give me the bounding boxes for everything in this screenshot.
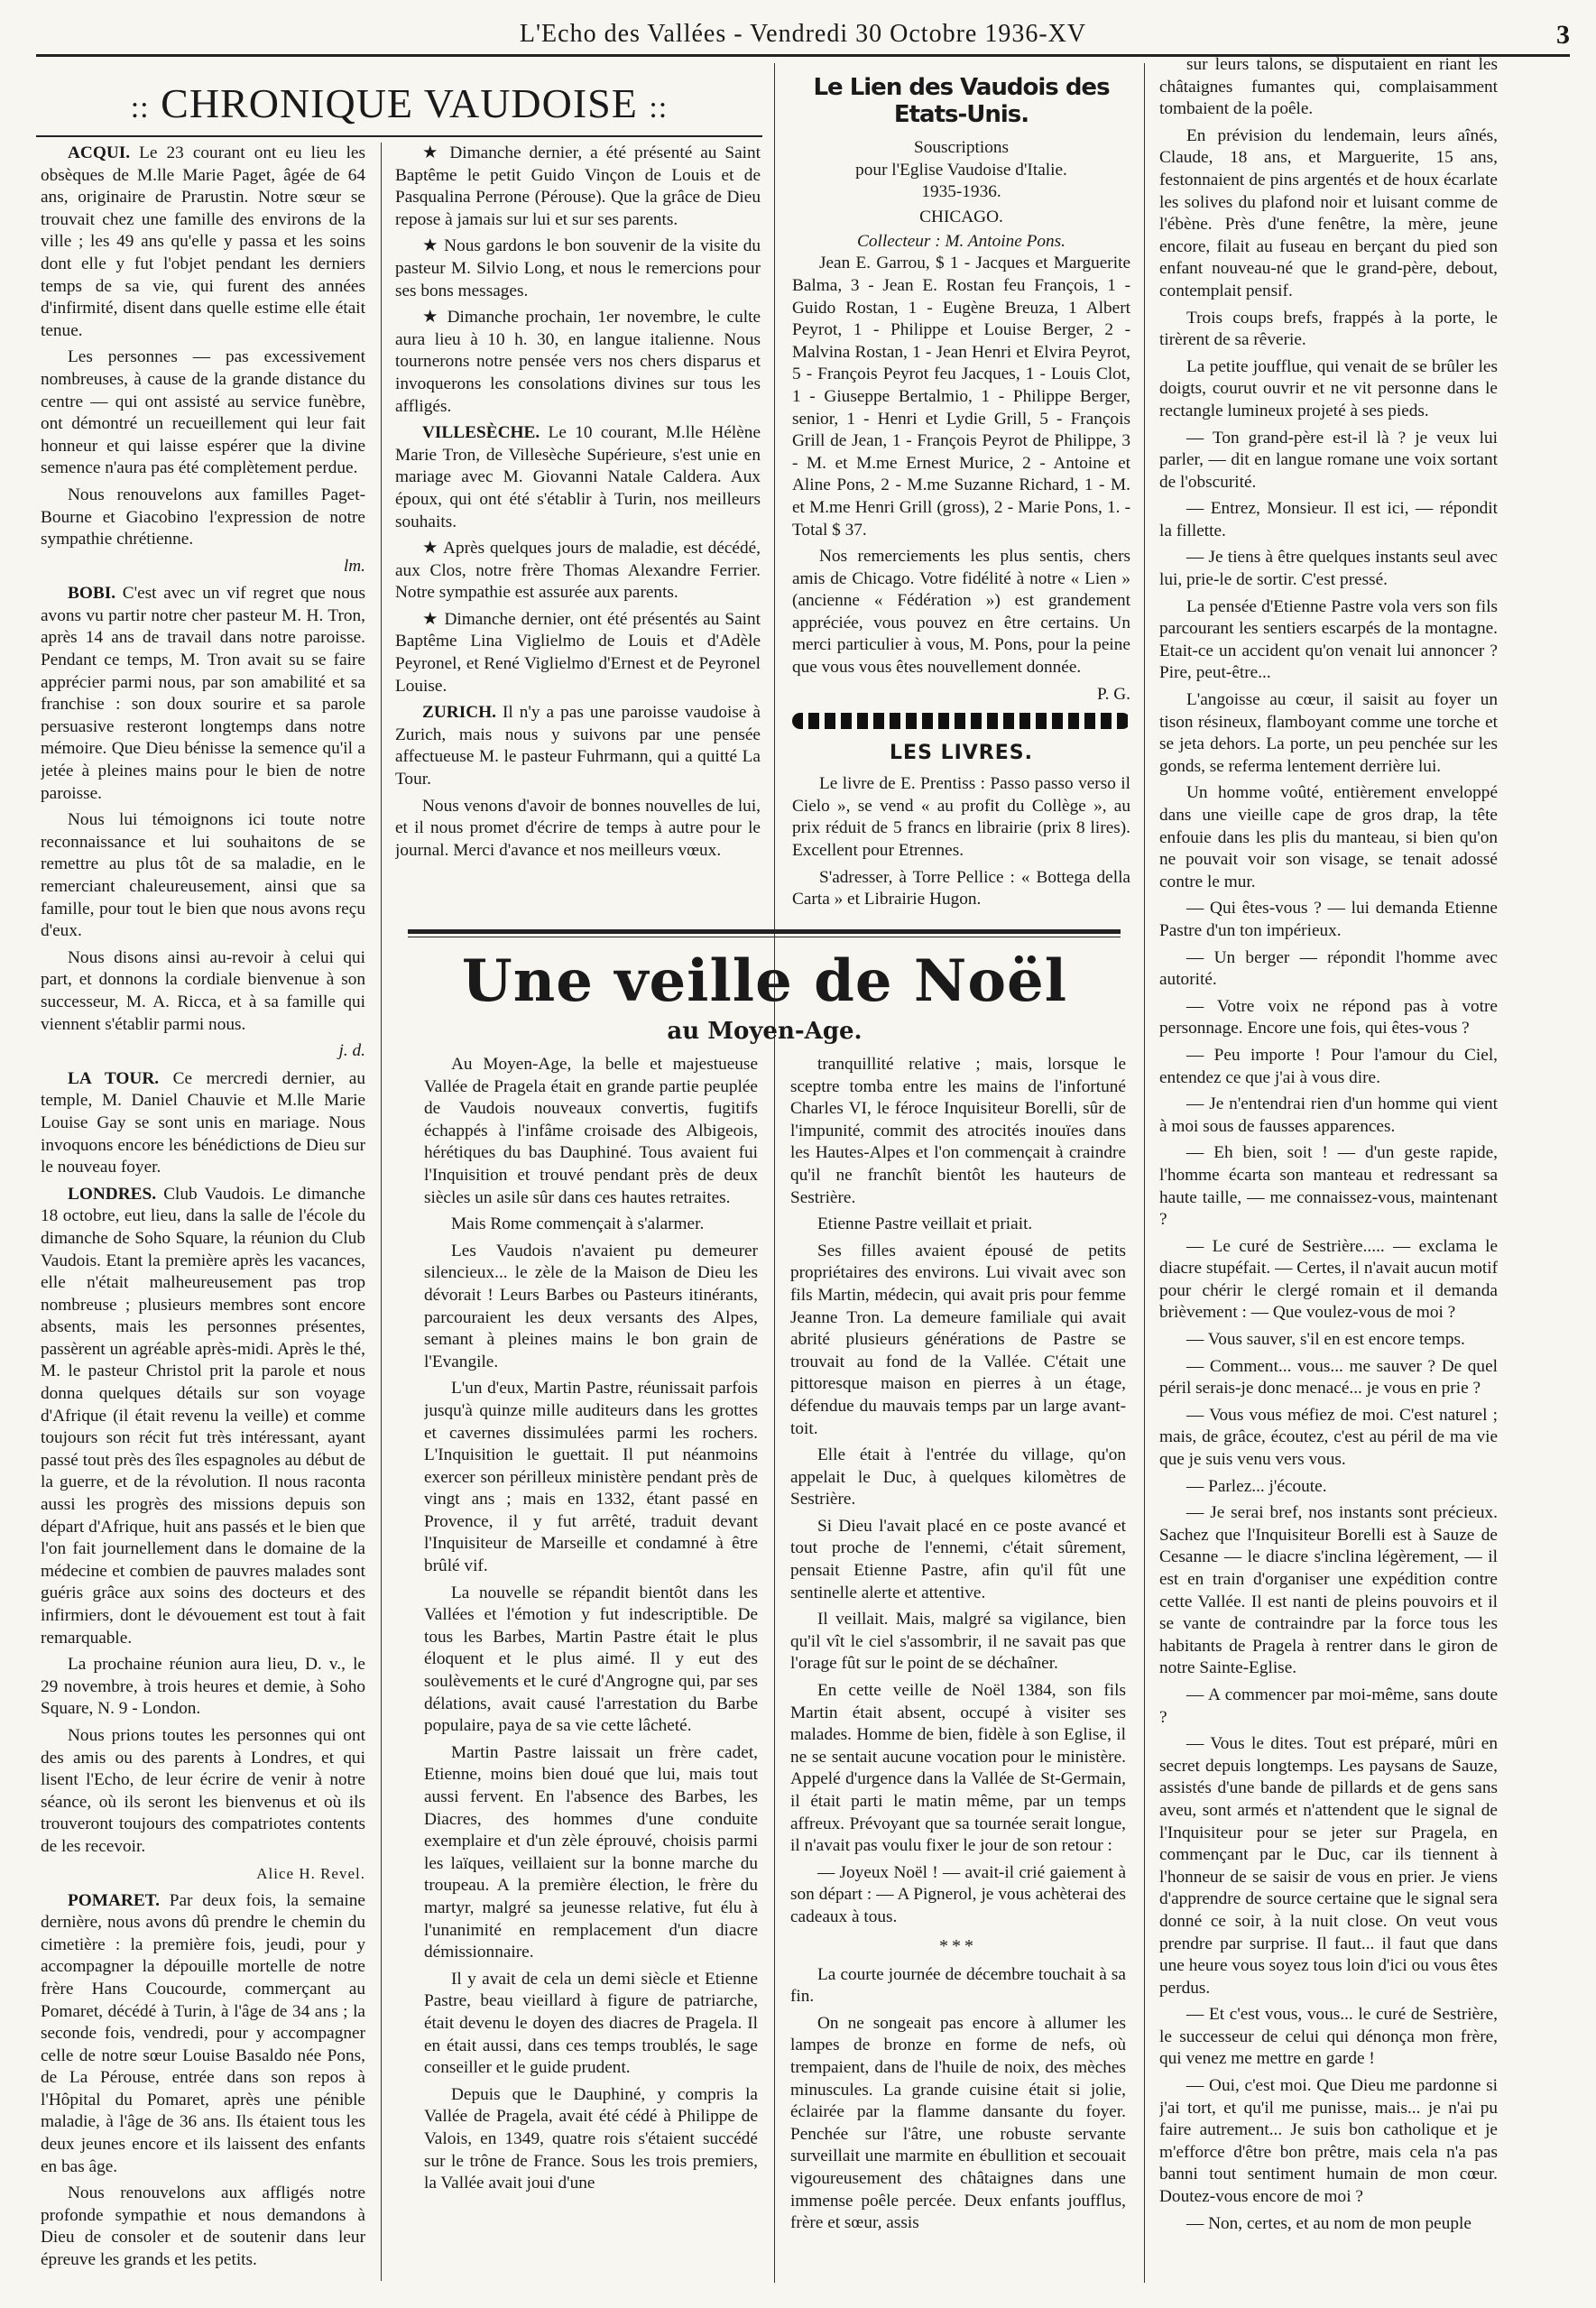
livres-paragraph: Le livre de E. Prentiss : Passo passo verso il Cielo », se vend « au profit du Collège », au prix réduit de 5 francs en librairie (prix 8 lires). Excellent pour Etrennes. — [792, 774, 1130, 861]
column-rule — [381, 143, 382, 2281]
story-paragraph: Au Moyen-Age, la belle et majestueuse Vallée de Pragela était en grande partie peuplée de Vaudois nouveaux convertis, fugitifs échappés à l'infâme croisade des Albigeois, hérétiques du bas Dauphiné. Tous avaient fui l'Inquisition et trouvé pendant près de deux siècles un asile sûr dans ces hautes retraites. — [424, 1055, 758, 1207]
paragraph-text: ★ Dimanche prochain, 1er novembre, le culte aura lieu à 10 h. 30, en langue italienne. Nous tournerons notre pensée vers nos chers disparus et invoquerons les consolations divines sur tous les affligés. — [395, 308, 761, 416]
section-break: *** — [939, 1935, 977, 1956]
paragraph-text: ★ Après quelques jours de maladie, est décédé, aux Clos, notre frère Thomas Alexandre Ferrier. Notre sympathie est assurée aux parents. — [395, 539, 761, 603]
paragraph — [41, 1068, 365, 1179]
story-paragraph: — Vous le dites. Tout est préparé, mûri en secret depuis longtemps. Les paysans de Sauze, assistés d'une bande de pillards et de gens sans aveu, sont armés et n'attendent que le signal de l'Inquisiteur pour se jeter sur Pragela, en commençant par le Duc, car ils tiennent à l'honneur de se saisir de vous en prier. Je viens d'apprendre de source certaine que le signal sera donné ce soir, à la nuit close. On veut vous prendre par surprise. Il faut... il faut que dans une heure vous soyez tous loin d'ici ou vous êtes perdus. — [1159, 1734, 1498, 1998]
story-paragraph: On ne songeait pas encore à allumer les lampes de bronze en forme de nefs, où trempaient, dans de l'huile de noix, des mèches minuscules. La grande cuisine était si jolie, éclairée par la flamme dansante du foyer. Penchée sur l'âtre, une robuste servante surveillait une marmite en ébullition et secouait vigoureusement des châtaignes dans une immense poêle percée. Deux enfants joufflus, frère et sœur, assis — [790, 2013, 1126, 2233]
story-paragraph: — Votre voix ne répond pas à votre personnage. Encore une fois, qui êtes-vous ? — [1159, 996, 1498, 1039]
paragraph-text: ★ Dimanche dernier, a été présenté au Saint Baptême le petit Guido Vinçon de Louis et de Pasqualina Perrone (Pérouse). Que la grâce de Dieu repose à jamais sur lui et sur ses parents. — [395, 143, 761, 229]
story-paragraph: — Je tiens à être quelques instants seul avec lui, prie-le de sortir. C'est pressé. — [1159, 548, 1498, 590]
lien-title: Le Lien des Vaudois des Etats-Unis. — [813, 74, 1110, 128]
story-paragraph: — Je serai bref, nos instants sont précieux. Sachez que l'Inquisiteur Borelli est à Sauze de Cesanne — le diacre s'inclina légèrement, — il est en train d'organiser une expédition contre cette Vallée. Il est nanti de pleins pouvoirs et il se vante de contraindre par la force tous les habitants de Pragela à rentrer dans le giron de notre Sainte-Eglise. — [1159, 1503, 1498, 1678]
story-paragraph: sur leurs talons, se disputaient en riant les châtaignes fumantes qui, complaisamment tombaient de la poêle. — [1159, 55, 1498, 119]
noel-rule — [408, 929, 1121, 934]
noel-title: Une veille de Noël — [461, 947, 1068, 1015]
place-name: POMARET. — [68, 1890, 160, 1910]
lien-sub3: 1935-1936. — [921, 182, 1001, 202]
story-paragraph: La courte journée de décembre touchait à sa fin. — [790, 1964, 1126, 2007]
paragraph-text: Nous disons ainsi au-revoir à celui qui part, et donnons la cordiale bienvenue à son successeur, M. A. Ricca, et à sa famille qui viennent s'établir parmi nous. — [41, 947, 365, 1034]
noel-column-2 — [790, 1054, 1126, 2281]
paragraph — [41, 947, 365, 1036]
paragraph — [395, 235, 761, 302]
paragraph — [41, 1890, 365, 2179]
livres-paragraph: S'adresser, à Torre Pellice : « Bottega della Carta » et Librairie Hugon. — [792, 867, 1130, 909]
paragraph-text: Nous prions toutes les personnes qui ont des amis ou des parents à Londres, et qui lisent l'Echo, de leur écrire de venir à notre séance, où ils seront les bienvenus et où ils trouveront toujours des compatriotes contents de les recevoir. — [41, 1725, 365, 1856]
lien-list: Jean E. Garrou, $ 1 - Jacques et Marguerite Balma, 3 - Jean E. Rostan feu François, 1 - Guido Rostan, 1 - Eugène Breuza, 1 Albert Peyrot, 1 - Philippe et Louise Berger, 2 - Malvina Rostan, 1 - Jean Henri et Elvira Peyrot, 5 - François Peyrot feu Jacques, 1 - Louis Clot, 1 - Giuseppe Bertalmio, 1 - Philippe Berger, senior, 1 - Henri et Lydie Grill, 5 - François Grill de Jean, 1 - François Peyrot de Philippe, 3 - M. et M.me Ernest Murice, 2 - Antoine et Aline Pons, 2 - M.me Suzanne Richard, 1 - M. et M.me Henri Grill (gross), 2 - Marie Pons, 1. - Total $ 37. — [792, 254, 1130, 540]
paragraph-text: Les personnes — pas excessivement nombreuses, à cause de la grande distance du centre — qui ont assisté au service funèbre, ont démontré un recueillement qui leur fait honneur et qui laisse espérer que la divine semence n'aura pas été complètement perdue. — [41, 347, 365, 478]
story-paragraph: La petite joufflue, qui venait de se brûler les doigts, courut ouvrir et ne vit personne dans le rectangle lumineux projeté à ses pieds. — [1159, 356, 1498, 420]
story-paragraph: — Qui êtes-vous ? — lui demanda Etienne Pastre d'un ton impérieux. — [1159, 899, 1498, 940]
story-paragraph: — Parlez... j'écoute. — [1186, 1476, 1327, 1496]
lien-thanks: Nos remerciements les plus sentis, chers amis de Chicago. Votre fidélité à notre « Lien » (ancienne « Fédération ») est grandement appréciée, vous pouvez en être certains. Un merci particulier à vous, M. Pons, pour la peine que vous vous êtes nouvellement donnée. — [792, 547, 1130, 678]
story-paragraph: — A commencer par moi-même, sans doute ? — [1159, 1685, 1498, 1727]
paragraph-text: Ce mercredi dernier, au temple, M. Daniel Chauvie et M.lle Marie Louise Gay se sont unis en mariage. Nous invoquons encore les bénédictions de Dieu sur le nouveau foyer. — [41, 1068, 365, 1177]
paragraph — [395, 538, 761, 605]
paragraph-text: Nous lui témoignons ici toute notre reconnaissance et lui souhaitons de se remettre au plus tôt de sa maladie, en le remerciant chaleureusement, ainsi que sa famille, pour tout le bien que nous avons reçu d'eux. — [41, 810, 365, 941]
running-head: L'Echo des Vallées - Vendredi 30 Octobre 1936-XV — [519, 20, 1087, 48]
noel-subtitle: au Moyen-Age. — [667, 1018, 863, 1045]
story-paragraph: — Un berger — répondit l'homme avec autorité. — [1159, 947, 1498, 990]
paragraph — [395, 422, 761, 533]
column-rule — [774, 1054, 775, 2281]
paragraph — [395, 307, 761, 418]
paragraph — [41, 2183, 365, 2271]
story-paragraph: Un homme voûté, entièrement enveloppé dans une vieille cape de gros drap, la tête enfouie dans les plis du manteau, si bien qu'on ne pouvait voir son visage, se tenait adossé contre le mur. — [1159, 783, 1498, 891]
signature: j. d. — [338, 1041, 365, 1061]
paragraph-text: La prochaine réunion aura lieu, D. v., le 29 novembre, à trois heures et demie, à Soho Square, N. 9 - London. — [41, 1655, 365, 1719]
chronique-column-2 — [395, 143, 761, 928]
story-paragraph: — Le curé de Sestrière..... — exclama le diacre stupéfait. — Certes, il n'avait aucun motif pour chérir le clergé romain et il demanda brièvement : — Que voulez-vous de moi ? — [1159, 1236, 1498, 1323]
paragraph — [395, 609, 761, 697]
story-paragraph: L'un d'eux, Martin Pastre, réunissait parfois jusqu'à quinze mille auditeurs dans les grottes et cavernes dissimulées parmi les rochers. L'Inquisition le guettait. Il put néanmoins exercer son périlleux ministère pendant près de vingt ans ; mais en 1332, étant passé en Provence, il y fut arrêté, traduit devant l'Inquisiteur de Marseille et condamné à être brûlé vif. — [424, 1379, 758, 1576]
story-paragraph: L'angoisse au cœur, il saisit au foyer un tison résineux, flamboyant comme une torche et se jeta dehors. La porte, un peu penchée sur les gonds, se referma lentement derrière lui. — [1159, 690, 1498, 776]
livres-title: LES LIVRES. — [890, 742, 1033, 765]
place-name: ZURICH. — [422, 703, 496, 723]
paragraph-text: Par deux fois, la semaine dernière, nous avons dû prendre le chemin du cimetière : la première fois, jeudi, pour y accompagner la dépouille mortelle de notre frère Hans Coucourde, commerçant au Pomaret, décédé à Turin, à l'âge de 34 ans ; la seconde fois, vendredi, pour y accompagner celle de notre sœur Louise Basaldo née Pons, de La Pérouse, entrée dans son repos à l'Hôpital du Pomaret, après une pénible maladie, à l'âge de 36 ans. Ils étaient tous les deux jeunes encore et ils laissent des enfants en bas âge. — [41, 1890, 365, 2176]
noel-column-3 — [1159, 54, 1498, 2283]
column-rule — [1144, 63, 1145, 2283]
paragraph — [395, 702, 761, 790]
story-paragraph: — Entrez, Monsieur. Il est ici, — répondit la fillette. — [1159, 499, 1498, 540]
paragraph — [41, 346, 365, 480]
paragraph-text: Club Vaudois. Le dimanche 18 octobre, eut lieu, dans la salle de l'école du dimanche de Soho Square, la réunion du Club Vaudois. Etant la première après les vacances, elle n'était malheureusement pas trop nombreuse ; plusieurs membres sont encore absents, mais les personnes présentes, passèrent un agréable après-midi. Après le thé, M. le pasteur Christol prit la parole et nous donna quelques détails sur son voyage d'Afrique (il était revenu la veille) et comme toujours son récit fut très intéressant, ayant passé tout près des îles espagnoles au début de la guerre, et de la révolution. Il nous raconta aussi les progrès des missions depuis son départ d'Afrique, huit ans passés et le bien que l'on fait journellement dans le domaine de la médecine et combien de pauvres malades sont guéris grâce aux soins des docteurs et des infirmiers, dont le dévouement est tout à fait remarquable. — [41, 1184, 365, 1648]
story-paragraph: En cette veille de Noël 1384, son fils Martin était absent, occupé à visiter ses malades. Homme de bien, fidèle à son Eglise, il ne se sentait aucune vocation pour le ministère. Appelé d'urgence dans la Vallée de St-Germain, il était parti le matin même, par un temps affreux. Prévoyant que sa tournée serait longue, il n'avait pas voulu fixer le jour de son retour : — [790, 1681, 1126, 1856]
lien-collector: Collecteur : M. Antoine Pons. — [857, 231, 1066, 251]
story-paragraph: Si Dieu l'avait placé en ce poste avancé et tout proche de l'ennemi, c'était sûrement, pensait Etienne Pastre, afin qu'il fût une sentinelle alerte et attentive. — [790, 1516, 1126, 1602]
paragraph-text: Nous venons d'avoir de bonnes nouvelles de lui, et il nous promet d'écrire de temps à autre pour le journal. Merci d'avance et nos meilleurs vœux. — [395, 796, 761, 860]
story-paragraph: — Oui, c'est moi. Que Dieu me pardonne si j'ai tort, et qu'il me punisse, mais... je n'ai pu faire autrement... Je suis bon catholique et je m'efforce d'être bon prêtre, mais cela n'a pas banni tout sentiment humain de mon cœur. Doutez-vous encore de moi ? — [1159, 2076, 1498, 2207]
story-paragraph: Mais Rome commençait à s'alarmer. — [451, 1214, 705, 1234]
title-ornament-right: :: — [649, 91, 669, 125]
story-paragraph: Depuis que le Dauphiné, y compris la Vallée de Pragela, avait été cédé à Philippe de Valois, en 1349, quatre rois s'étaient succédé sur le trône de France. Sous les trois premiers, la Vallée avait joui d'une — [424, 2084, 758, 2193]
paragraph — [41, 1654, 365, 1721]
paragraph — [41, 485, 365, 551]
place-name: VILLESÈCHE. — [422, 423, 540, 443]
chronique-rule — [36, 135, 762, 137]
chronique-title — [36, 79, 762, 134]
paragraph-text: Nous renouvelons aux affligés notre profonde sympathie et nous demandons à Dieu de consoler et de soutenir dans leur épreuve les grands et les petits. — [41, 2183, 365, 2270]
story-paragraph: Elle était à l'entrée du village, qu'on appelait le Duc, à quelques kilomètres de Sestrière. — [790, 1445, 1126, 1509]
paragraph — [41, 143, 365, 342]
paragraph-text: C'est avec un vif regret que nous avons vu partir notre cher pasteur M. H. Tron, après 14 ans de travail dans notre paroisse. Pendant ce temps, M. Tron avait su se faire apprécier parmi nous, par son amabilité et sa franchise : son doux sourire et sa parole persuasive resteront longtemps dans notre mémoire. Que Dieu bénisse la semence qu'il a jetée à pleines mains pour le bien de notre paroisse. — [41, 584, 365, 803]
story-paragraph: — Peu importe ! Pour l'amour du Ciel, entendez ce que j'ai à vous dire. — [1159, 1045, 1498, 1087]
paragraph-text: Nous renouvelons aux familles Paget-Bourne et Giacobino l'expression de notre sympathie chrétienne. — [41, 485, 365, 549]
story-paragraph: — Joyeux Noël ! — avait-il crié gaiement à son départ : — A Pignerol, je vous achèterai des cadeaux à tous. — [790, 1862, 1126, 1926]
chronique-title-text: CHRONIQUE VAUDOISE — [161, 80, 638, 126]
story-paragraph: — Vous vous méfiez de moi. C'est naturel ; mais, de grâce, écoutez, c'est au péril de ma vie que je suis venu vers vous. — [1159, 1405, 1498, 1470]
place-name: BOBI. — [68, 584, 116, 604]
story-paragraph: La nouvelle se répandit bientôt dans les Vallées et l'émotion y fut indescriptible. De tous les Barbes, Martin Pastre était le plus éloquent et le plus aimé. Il y eut des soulèvements et le curé d'Angrogne qui, par ses délations, avait causé l'arrestation du Barbe populaire, paya de sa vie cette lâcheté. — [424, 1583, 758, 1736]
page-number: 3 — [1556, 20, 1570, 50]
story-paragraph: tranquillité relative ; mais, lorsque le sceptre tomba entre les mains de l'infortuné Charles VI, le féroce Inquisiteur Borelli, sûr de l'impunité, commit des atrocités inouïes dans les Hautes-Alpes et l'on commençait à craindre qu'il ne franchît bientôt les hauteurs de Sestrière. — [790, 1055, 1126, 1207]
story-paragraph: Les Vaudois n'avaient pu demeurer silencieux... le zèle de la Maison de Dieu les dévorait ! Leurs Barbes ou Pasteurs itinérants, parcouraient les deux versants des Alpes, semant à pleines mains le bon grain de l'Evangile. — [424, 1241, 758, 1371]
paragraph-text: ★ Dimanche dernier, ont été présentés au Saint Baptême Lina Viglielmo de Louis et d'Adèle Peyronel, et René Viglielmo d'Ernest et de Peyronel Louise. — [395, 609, 761, 696]
paragraph-text: Il n'y a pas une paroisse vaudoise à Zurich, mais nous y suivons par une pensée affectueuse M. le pasteur Fuhrmann, qui a quitté La Tour. — [395, 703, 761, 789]
story-paragraph: — Je n'entendrai rien d'un homme qui vient à moi sous de fausses apparences. — [1159, 1094, 1498, 1136]
signature: Alice H. Revel. — [256, 1864, 365, 1882]
story-paragraph: En prévision du lendemain, leurs aînés, Claude, 18 ans, et Marguerite, 15 ans, festonnaient de pins argentés et de houx écarlate les solives du plafond noir et luisant comme de l'ébène. Près d'une fenêtre, la mère, jeune encore, filait au fuseau en berçant du pied son enfant nouveau-né que le grand-père, debout, contemplait pensif. — [1159, 125, 1498, 300]
chronique-column-1 — [41, 143, 365, 2281]
lien-column — [792, 74, 1130, 922]
lien-signature: P. G. — [1097, 684, 1130, 704]
signature: lm. — [343, 556, 365, 576]
ornament-divider — [792, 713, 1130, 729]
story-paragraph: — Comment... vous... me sauver ? De quel péril serais-je donc menacé... je vous en prie ? — [1159, 1356, 1498, 1399]
lien-city: CHICAGO. — [919, 207, 1003, 226]
story-paragraph: — Eh bien, soit ! — d'un geste rapide, l'homme écarta son manteau et redressant sa haute taille, — me connaissez-vous, maintenant ? — [1159, 1143, 1498, 1230]
story-paragraph: La pensée d'Etienne Pastre vola vers son fils parcourant les sentiers escarpés de la montagne. Etait-ce un accident qu'on venait lui annoncer ? Pire, peut-être... — [1159, 596, 1498, 683]
paragraph — [395, 143, 761, 231]
story-paragraph: Trois coups brefs, frappés à la porte, le tirèrent de sa rêverie. — [1159, 308, 1498, 350]
noel-column-1 — [424, 1054, 758, 2281]
paragraph-text: Le 23 courant ont eu lieu les obsèques de M.lle Marie Paget, âgée de 64 ans, originaire de Prarustin. Notre sœur se trouvait chez une famille des environs de la ville ; les 49 ans qu'elle y passa et les soins dont elle y fut l'objet pendant les derniers temps de sa vie, qui furent des années d'infirmité, disent dans quelle estime elle était tenue. — [41, 143, 365, 340]
place-name: ACQUI. — [68, 143, 131, 162]
paragraph — [395, 796, 761, 863]
story-paragraph: — Vous sauver, s'il en est encore temps. — [1186, 1330, 1465, 1350]
story-paragraph: Etienne Pastre veillait et priait. — [817, 1214, 1033, 1234]
paragraph — [41, 583, 365, 805]
place-name: LONDRES. — [68, 1184, 157, 1204]
story-paragraph: — Ton grand-père est-il là ? je veux lui parler, — dit en langue romane une voix sortant de l'obscurité. — [1159, 428, 1498, 492]
place-name: LA TOUR. — [68, 1068, 160, 1088]
lien-sub1: Souscriptions — [914, 138, 1009, 157]
paragraph — [41, 1725, 365, 1859]
story-paragraph: Martin Pastre laissait un frère cadet, Etienne, moins bien doué que lui, mais tout aussi fervent. En l'absence des Barbes, les Diacres, des hommes d'une conduite exemplaire et d'un zèle éprouvé, choisis parmi les laïques, veillaient sur la bonne marche du troupeau. A la première élection, le frère du martyr, malgré sa jeunesse relative, fut élu à l'unanimité en remplacement d'un diacre démissionnaire. — [424, 1742, 758, 1962]
title-ornament-left: :: — [130, 91, 150, 125]
paragraph-text: ★ Nous gardons le bon souvenir de la visite du pasteur M. Silvio Long, et nous le remercions pour ses bons messages. — [395, 236, 761, 300]
paragraph — [41, 809, 365, 943]
story-paragraph: Il y avait de cela un demi siècle et Etienne Pastre, beau vieillard à figure de patriarche, était devenu le doyen des diacres de Pragela. Il en était aussi, dans ces temps troublés, le sage conseiller et le guide prudent. — [424, 1969, 758, 2078]
story-paragraph: Il veillait. Mais, malgré sa vigilance, bien qu'il vît le ciel s'assombrir, il ne savait pas que l'orage fût sur le point de se déchaîner. — [790, 1610, 1126, 1674]
story-paragraph: — Non, certes, et au nom de mon peuple — [1186, 2213, 1471, 2233]
paragraph — [41, 1184, 365, 1649]
paragraph-text: Le 10 courant, M.lle Hélène Marie Tron, de Villesèche Supérieure, s'est unie en mariage avec M. Giovanni Natale Caldera. Aux époux, qui ont été s'établir à Turin, nos meilleurs souhaits. — [395, 423, 761, 531]
story-paragraph: — Et c'est vous, vous... le curé de Sestrière, le successeur de celui qui dénonça mon frère, qui venez me mettre en garde ! — [1159, 2005, 1498, 2069]
lien-sub2: pour l'Eglise Vaudoise d'Italie. — [855, 160, 1067, 180]
story-paragraph: Ses filles avaient épousé de petits propriétaires des environs. Lui vivait avec son fils Martin, médecin, qui avait pris pour femme Jeanne Tron. La demeure familiale qui avait abrité plusieurs générations de Pastre se trouvait au fond de la Vallée. C'était une pittoresque maison en pierres à un étage, défendue du mauvais temps par un large avant-toit. — [790, 1241, 1126, 1438]
